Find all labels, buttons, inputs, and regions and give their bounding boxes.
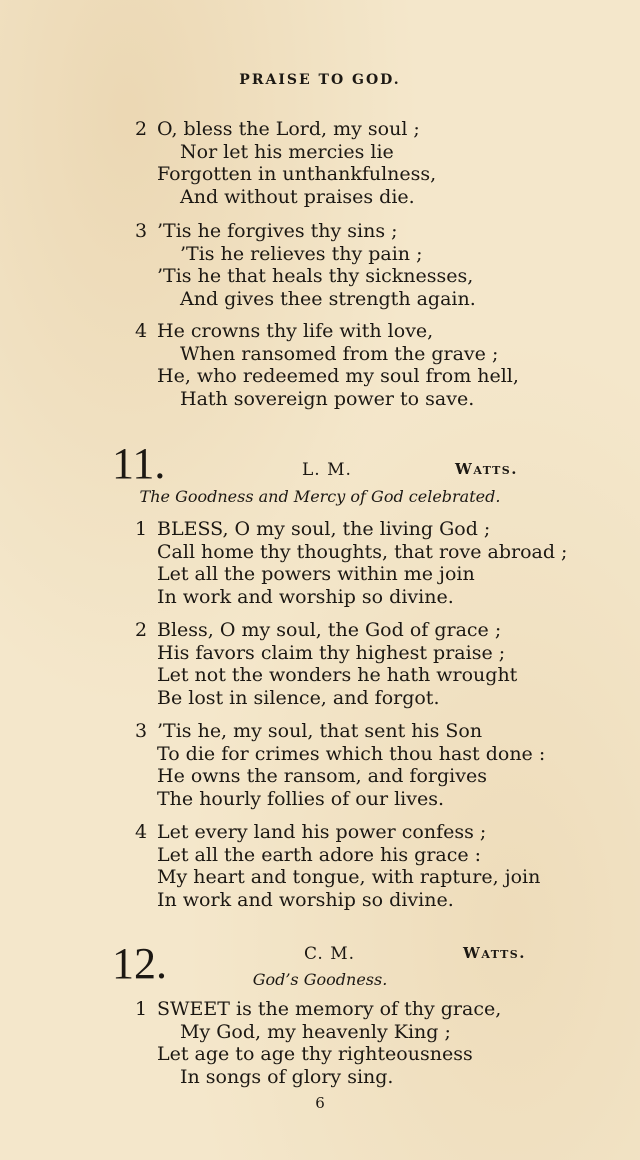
verse-number: 2	[135, 118, 148, 140]
hymn-author: Watts.	[463, 944, 526, 962]
verse-line: Hath sovereign power to save.	[180, 387, 475, 410]
verse-line: His favors claim thy highest praise ;	[157, 641, 506, 664]
verse-line: And gives thee strength again.	[180, 287, 476, 310]
verse-number: 2	[135, 619, 148, 641]
verse-line: Nor let his mercies lie	[180, 140, 394, 163]
page-number: 6	[315, 1094, 325, 1112]
verse-line: Let not the wonders he hath wrought	[157, 664, 518, 686]
hymn-subtitle: God’s Goodness.	[252, 970, 388, 989]
hymn-number: 11.	[112, 439, 166, 488]
verse-line: BLESS, O my soul, the living God ;	[157, 518, 491, 540]
verse-number: 1	[135, 998, 148, 1020]
verse-line: The hourly follies of our lives.	[157, 787, 445, 810]
verse-line: ’Tis he that heals thy sicknesses,	[157, 265, 474, 287]
verse-line: To die for crimes which thou hast done :	[157, 742, 546, 765]
hymn-subtitle: The Goodness and Mercy of God celebrated.	[139, 487, 501, 506]
verse-line: Forgotten in unthankfulness,	[157, 163, 437, 185]
verse-line: SWEET is the memory of thy grace,	[157, 998, 502, 1020]
verse-4	[135, 821, 540, 911]
verse-2	[135, 619, 517, 709]
verse-line: My God, my heavenly King ;	[180, 1020, 451, 1043]
verse-number: 3	[135, 220, 148, 242]
verse-line: Be lost in silence, and forgot.	[157, 686, 440, 709]
verse-line: Let all the earth adore his grace :	[157, 843, 482, 866]
verse-3-top	[135, 220, 476, 310]
verse-line: Bless, O my soul, the God of grace ;	[157, 619, 502, 641]
verse-line: He owns the ransom, and forgives	[157, 765, 487, 787]
verse-line: ’Tis he, my soul, that sent his Son	[157, 720, 483, 742]
verse-3	[135, 720, 545, 810]
verse-line: In songs of glory sing.	[180, 1065, 394, 1088]
verse-number: 4	[135, 320, 148, 342]
verse-line: ’Tis he relieves thy pain ;	[180, 242, 423, 265]
verse-line: Let age to age thy righteousness	[157, 1043, 473, 1065]
hymn-number: 12.	[112, 939, 167, 988]
verse-line: O, bless the Lord, my soul ;	[157, 118, 420, 140]
verse-1	[135, 998, 501, 1088]
verse-line: And without praises die.	[180, 185, 415, 208]
verse-line: He crowns thy life with love,	[157, 320, 434, 342]
verse-number: 4	[135, 821, 148, 843]
verse-line: ’Tis he forgives thy sins ;	[157, 220, 398, 242]
verse-line: My heart and tongue, with rapture, join	[157, 866, 541, 888]
verse-line: Let all the powers within me join	[157, 563, 475, 585]
running-head: PRAISE TO GOD.	[239, 72, 401, 88]
verse-number: 1	[135, 518, 148, 540]
verse-line: In work and worship so divine.	[157, 888, 454, 911]
verse-line: Let every land his power confess ;	[157, 821, 487, 843]
verse-line: When ransomed from the grave ;	[180, 342, 499, 365]
verse-line: He, who redeemed my soul from hell,	[157, 365, 519, 387]
verse-line: In work and worship so divine.	[157, 585, 454, 608]
verse-1	[135, 518, 567, 608]
verse-2-top	[135, 118, 436, 208]
verse-number: 3	[135, 720, 148, 742]
verse-line: Call home thy thoughts, that rove abroad ;	[157, 540, 568, 563]
hymn-author: Watts.	[455, 460, 518, 478]
verse-4-top	[135, 320, 519, 410]
hymn-meter: L. M.	[302, 460, 352, 480]
hymn-meter: C. M.	[304, 944, 356, 964]
